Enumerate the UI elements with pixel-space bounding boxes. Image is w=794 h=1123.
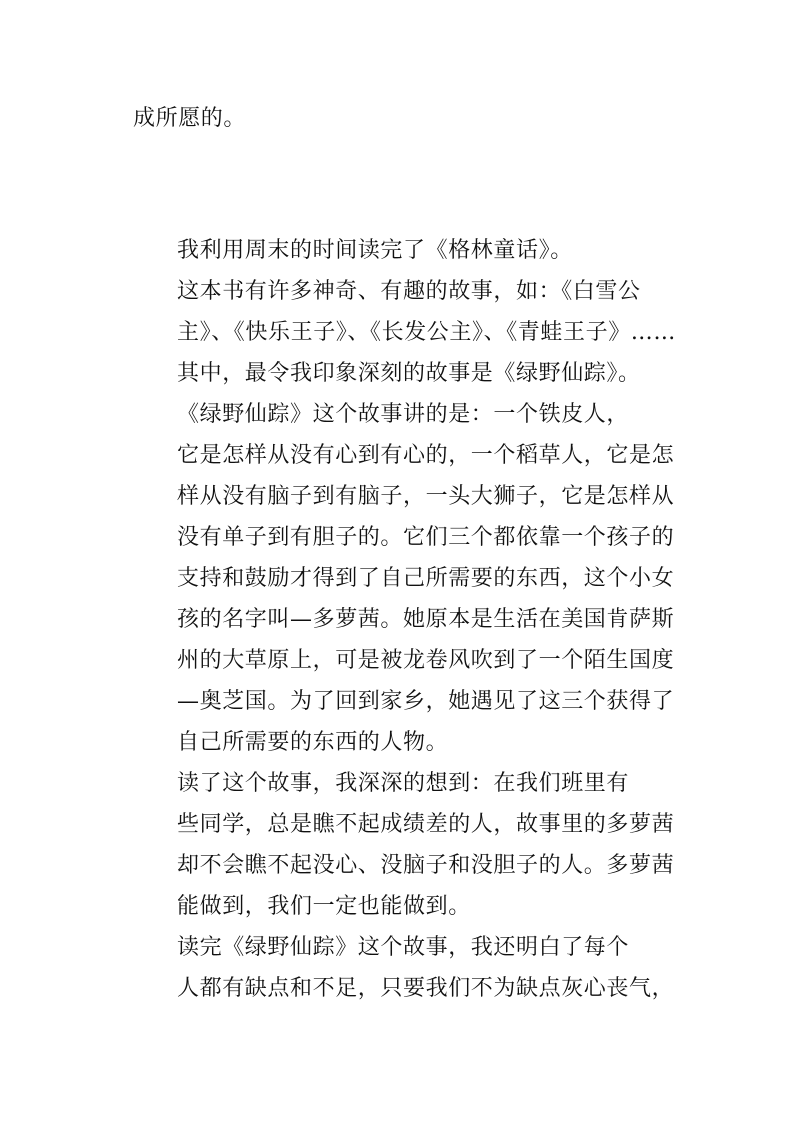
paragraph-lesson [133,927,675,1009]
essay-body [133,230,677,1009]
paragraph-line: 样从没有脑子到有脑子，一头大狮子，它是怎样从 [177,484,675,509]
paragraph-line: 它是怎样从没有心到有心的，一个稻草人，它是怎 [177,443,675,468]
paragraph-line: 些同学，总是瞧不起成绩差的人，故事里的多萝茜 [177,812,675,837]
paragraph-line: 没有单子到有胆子的。它们三个都依靠一个孩子的 [177,525,675,550]
paragraph-line: 其中，最令我印象深刻的故事是《绿野仙踪》。 [177,361,641,386]
paragraph-line: 主》、《快乐王子》、《长发公主》、《青蛙王子》…… [177,320,677,345]
paragraph-line: 我利用周末的时间读完了《格林童话》。 [177,238,573,263]
paragraph-book-stories [133,271,677,394]
paragraph-line: 读了这个故事，我深深的想到：在我们班里有 [177,771,630,796]
paragraph-line: 却不会瞧不起没心、没脑子和没胆子的人。多萝茜 [177,853,675,878]
continuation-line: 成所愿的。 [133,106,247,131]
paragraph-line: —奥芝国。为了回到家乡，她遇见了这三个获得了 [177,689,675,714]
paragraph-line: 州的大草原上，可是被龙卷风吹到了一个陌生国度 [177,648,675,673]
paragraph-line: 《绿野仙踪》这个故事讲的是：一个铁皮人， [177,402,630,427]
paragraph-line: 支持和鼓励才得到了自己所需要的东西，这个小女 [177,566,675,591]
paragraph-reflection [133,763,675,927]
paragraph-line: 人都有缺点和不足，只要我们不为缺点灰心丧气， [177,976,675,1001]
paragraph-line: 读完《绿野仙踪》这个故事，我还明白了每个 [177,935,630,960]
paragraph-intro [133,230,661,271]
paragraph-line: 这本书有许多神奇、有趣的故事，如：《白雪公 [177,279,641,304]
paragraph-line: 孩的名字叫—多萝茜。她原本是生活在美国肯萨斯 [177,607,675,632]
paragraph-line: 能做到，我们一定也能做到。 [177,894,471,919]
paragraph-line: 自己所需要的东西的人物。 [177,730,449,755]
paragraph-story-summary [133,394,675,763]
